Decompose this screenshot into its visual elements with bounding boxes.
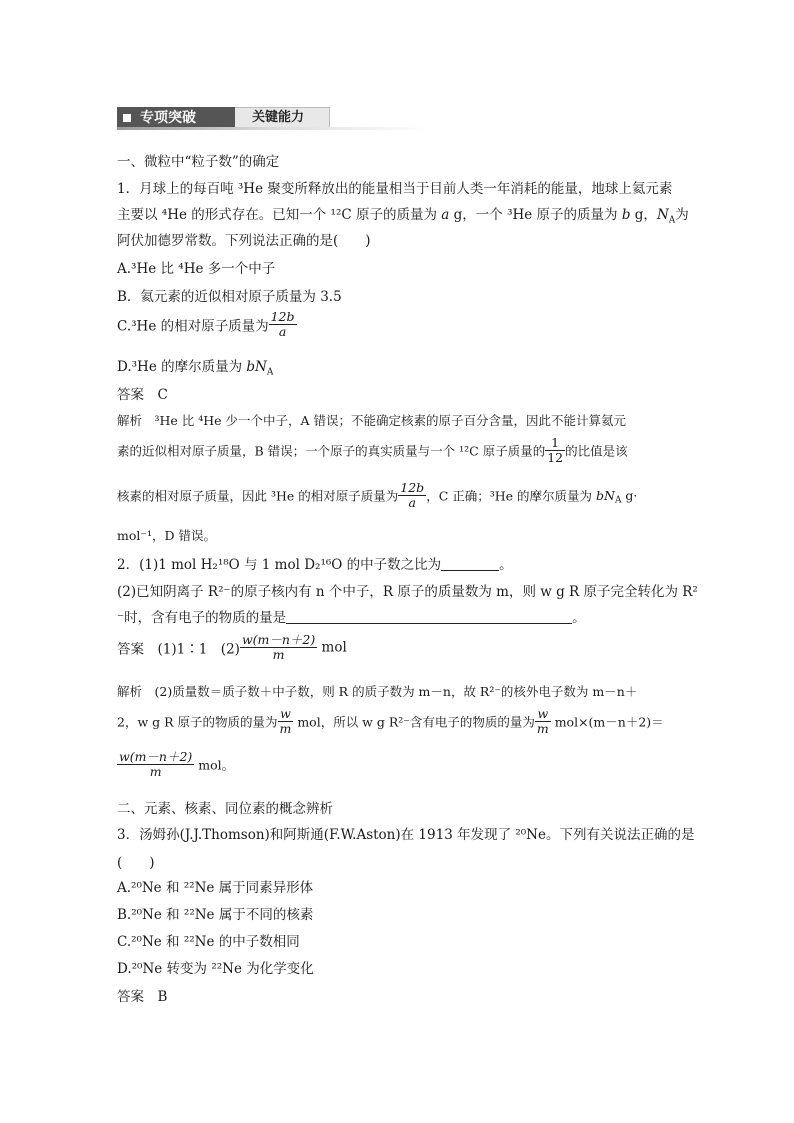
q1-explanation-4: mol⁻¹，D 错误。: [117, 528, 216, 543]
q2-explanation-1: 解析 (2)质量数＝质子数＋中子数，则 R 的质子数为 m－n，故 R²⁻的核外电子数为 m－n＋: [117, 684, 638, 699]
q2-blank-1[interactable]: [441, 570, 499, 571]
section-heading-1: 一、微粒中“粒子数”的确定: [117, 154, 280, 170]
q1-option-c: C.³He 的相对原子质量为 $\frac{12b}{a}$: [117, 309, 295, 339]
q2-explanation-3: $\frac{w(m-n+2)}{m}$ mol。: [119, 749, 235, 779]
q2-answer: 答案 (1)1∶1 (2) $\frac{w(m-n+2)}{m}$ mol: [117, 632, 347, 662]
q1-option-d: D.³He 的摩尔质量为 $bN_A$: [117, 359, 274, 378]
q2-line3: ⁻时，含有电子的物质的量是 。: [117, 610, 586, 626]
q1-line1: 1．月球上的每百吨 ³He 聚变所释放出的能量相当于目前人类一年消耗的能量，地球上氦元素: [117, 181, 673, 197]
q2-explanation-2: 2，w g R 原子的物质的量为 $\frac{w}{m}$ mol，所以 w g R²⁻含有电子的物质的量为 $\frac{w}{m}$ mol×(m－n＋2)＝: [117, 706, 664, 736]
q3-option-d: D.²⁰Ne 转变为 ²²Ne 为化学变化: [117, 961, 314, 977]
q2-blank-2[interactable]: [286, 623, 572, 624]
q3-answer: 答案 B: [117, 989, 168, 1005]
q1-option-a: A.³He 比 ⁴He 多一个中子: [117, 261, 276, 277]
q3-option-c: C.²⁰Ne 和 ²²Ne 的中子数相同: [117, 934, 300, 950]
q1-answer: 答案 C: [117, 387, 168, 403]
q1-explanation-3: 核素的相对原子质量，因此 ³He 的相对原子质量为 $\frac{12b}{a}$ ，C 正确；³He 的摩尔质量为 $bN_A$ g·: [117, 480, 638, 510]
q1-line3: 阿伏加德罗常数。下列说法正确的是( ): [117, 233, 371, 249]
section-heading-2: 二、元素、核素、同位素的概念辨析: [117, 801, 333, 817]
q1-explanation-1: 解析 ³He 比 ⁴He 少一个中子，A 错误；不能确定核素的原子百分含量，因此不能计算氦元: [117, 413, 627, 428]
square-icon: [123, 114, 131, 122]
q3-option-a: A.²⁰Ne 和 ²²Ne 属于同素异形体: [117, 880, 314, 896]
q2-line1: 2．(1)1 mol H₂¹⁸O 与 1 mol D₂¹⁶O 的中子数之比为 。: [117, 557, 513, 573]
q3-line1: 3．汤姆孙(J.J.Thomson)和阿斯通(F.W.Aston)在 1913 年发现了 ²⁰Ne。下列有关说法正确的是: [117, 827, 695, 843]
q3-option-b: B.²⁰Ne 和 ²²Ne 属于不同的核素: [117, 907, 314, 923]
q1-explanation-2: 素的近似相对原子质量，B 错误；一个原子的真实质量与一个 ¹²C 原子质量的 $\frac{1}{12}$ 的比值是该: [117, 435, 628, 465]
banner-title: 专项突破: [140, 110, 196, 126]
q1-option-b: B．氦元素的近似相对原子质量为 3.5: [117, 289, 342, 305]
q1-line2: 主要以 ⁴He 的形式存在。已知一个 ¹²C 原子的质量为 a g，一个 ³He 原子的质量为 b g，$N_A$为: [117, 207, 689, 226]
banner-rule: [117, 127, 431, 130]
q2-line2: (2)已知阴离子 R²⁻的原子核内有 n 个中子，R 原子的质量数为 m，则 w g R 原子完全转化为 R²: [117, 584, 698, 600]
q3-line2: ( ): [117, 855, 155, 871]
banner-subtitle: 关键能力: [252, 110, 305, 125]
